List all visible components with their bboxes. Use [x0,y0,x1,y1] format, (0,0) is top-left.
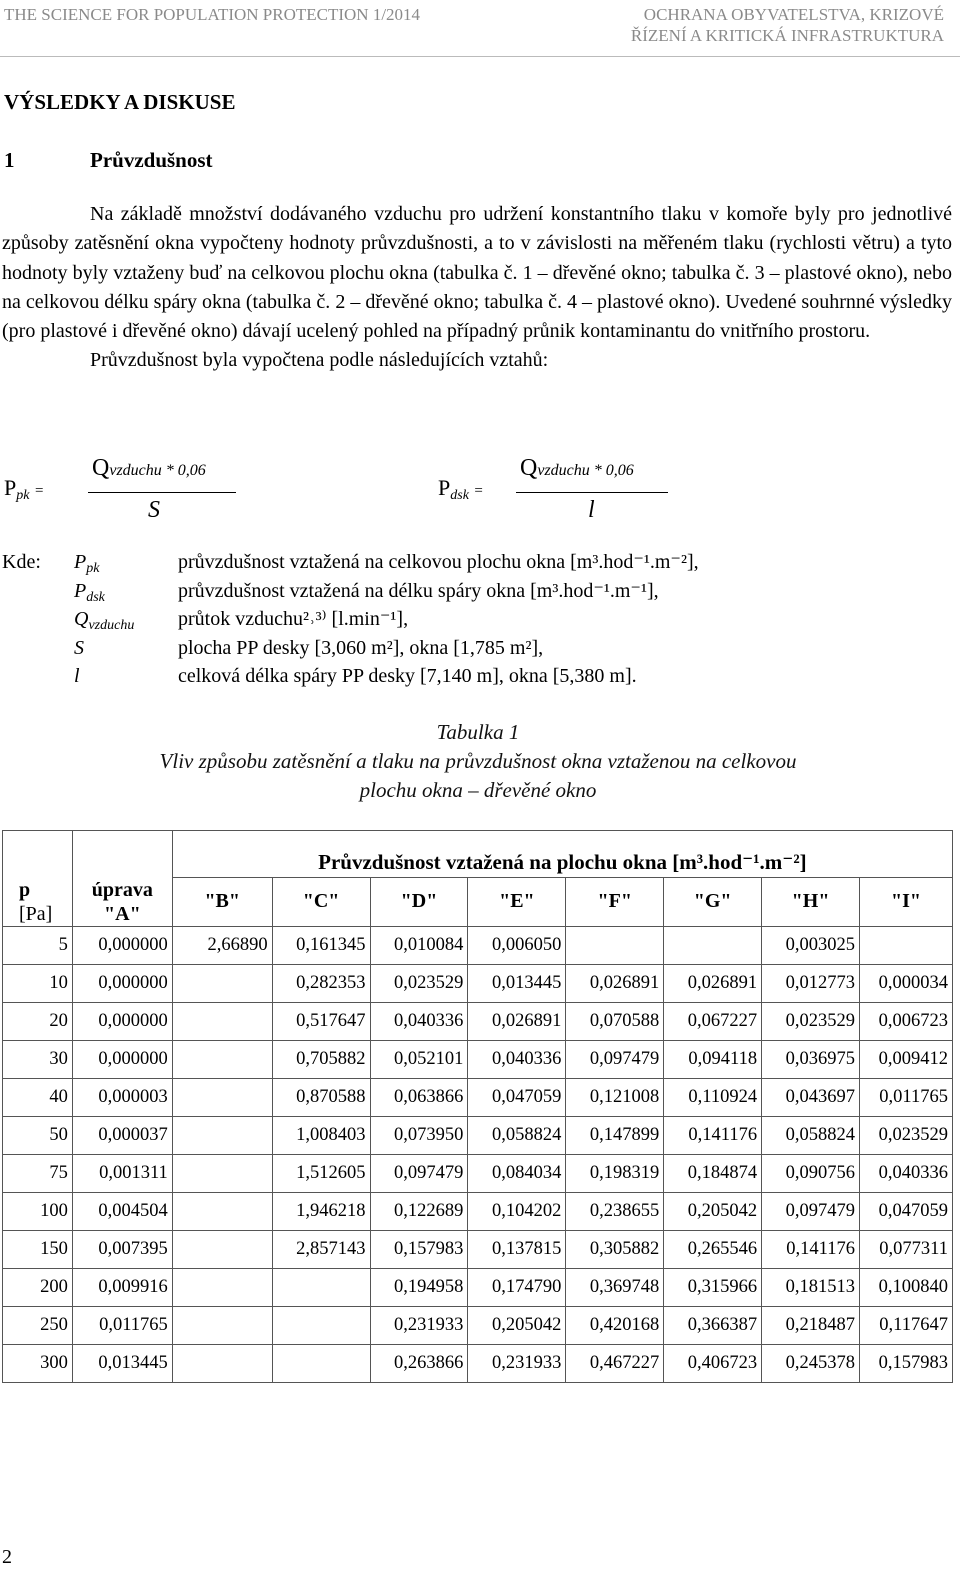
legend-description: průvzdušnost vztažená na délku spáry okna [m³.hod⁻¹.m⁻¹], [178,579,659,602]
table-cell: 0,023529 [370,964,468,1002]
table-row [3,1230,953,1268]
table-cell: 0,315966 [664,1268,762,1306]
table-cell: 0,023529 [859,1116,952,1154]
table-cell: 0,263866 [370,1344,468,1382]
table-cell [172,1040,272,1078]
table-cell: 0,141176 [664,1116,762,1154]
table-cell: 0,073950 [370,1116,468,1154]
table-body [3,926,953,1382]
legend-description: celková délka spáry PP desky [7,140 m], okna [5,380 m]. [178,665,637,687]
table-header-row [3,831,953,878]
table-cell: 0,100840 [859,1268,952,1306]
table-caption-number: Tabulka 1 [436,720,520,744]
table-cell: 0,121008 [566,1078,664,1116]
table-cell: 0,231933 [468,1344,566,1382]
column-header: "C" [272,878,370,927]
running-header-title-line2: ŘÍZENÍ A KRITICKÁ INFRASTRUKTURA [630,26,944,45]
table-cell: 0,181513 [762,1268,860,1306]
table-row [3,1344,953,1382]
table-cell: 0,517647 [272,1002,370,1040]
table-cell: 0,070588 [566,1002,664,1040]
table-cell: 0,117647 [859,1306,952,1344]
table-cell: 0,063866 [370,1078,468,1116]
column-header: "E" [468,878,566,927]
pressure-cell: 250 [3,1306,73,1344]
table-cell: 0,467227 [566,1344,664,1382]
legend-symbol: $Q_{vzduchu}$ [74,608,135,633]
pressure-cell: 30 [3,1040,73,1078]
running-header-journal: THE SCIENCE FOR POPULATION PROTECTION 1/2014 [4,5,421,24]
table-cell [172,1344,272,1382]
running-header-title-line1: OCHRANA OBYVATELSTVA, KRIZOVÉ [643,5,944,24]
table-cell [172,1230,272,1268]
formula-2-denominator: l [588,497,595,523]
column-header: "B" [172,878,272,927]
table-cell [172,1268,272,1306]
table-cell: 0,097479 [370,1154,468,1192]
table-cell: 0,040336 [859,1154,952,1192]
subsection-heading [4,148,213,173]
table-cell: 0,705882 [272,1040,370,1078]
table-cell: 0,058824 [762,1116,860,1154]
table-cell: 0,406723 [664,1344,762,1382]
table-cell [172,1078,272,1116]
running-header-title [631,4,944,46]
table-cell: 0,198319 [566,1154,664,1192]
table-cell: 0,184874 [664,1154,762,1192]
table-cell: 0,000000 [72,1040,172,1078]
table-row [3,1154,953,1192]
paragraph-1: Na základě množství dodávaného vzduchu pro udržení konstantního tlaku v komoře byly pro jednotlivé způsoby zatěsnění okna vypočteny hodnoty průvzdušnosti, a to v závislosti na měřeném tlaku (rychlosti větru) a tyto hodnoty byly vztaženy buď na celkovou plochu okna (tabulka č. 1 – dřevěné okno; tabulka č. 3 – plastové okno), nebo na celkovou délku spáry okna (tabulka č. 2 – dřevěné okno; tabulka č. 4 – plastové okno). Uvedené souhrnné výsledky (pro plastové i dřevěné okno) dávají ucelený pohled na případný průnik kontaminantu do vnitřního prostoru. [2,203,952,343]
column-header-a: úprava "A" [72,878,172,927]
table-cell: 0,040336 [370,1002,468,1040]
table-row [3,1002,953,1040]
pressure-cell: 20 [3,1002,73,1040]
subsection-number: 1 [4,148,15,172]
table-cell: 0,137815 [468,1230,566,1268]
table-cell [566,926,664,964]
table-cell [272,1344,370,1382]
table-cell: 0,026891 [664,964,762,1002]
formula-1-lhs: $P_{pk}$ = [4,475,44,503]
table-cell: 0,036975 [762,1040,860,1078]
table-cell [172,1002,272,1040]
table-cell: 0,009916 [72,1268,172,1306]
table-cell: 0,000000 [72,964,172,1002]
legend-description: průvzdušnost vztažená na celkovou plochu okna [m³.hod⁻¹.m⁻²], [178,551,699,573]
table-cell: 0,000000 [72,926,172,964]
pressure-cell: 100 [3,1192,73,1230]
pressure-cell: 75 [3,1154,73,1192]
table-cell [272,1268,370,1306]
pressure-cell: 10 [3,964,73,1002]
table-cell: 0,004504 [72,1192,172,1230]
table-cell [272,1306,370,1344]
column-header-p: p [Pa] [3,878,73,927]
legend-symbol: $P_{pk}$ [74,551,100,576]
column-header: "I" [859,878,952,927]
table-row [3,1116,953,1154]
table-row [3,1040,953,1078]
pressure-cell: 300 [3,1344,73,1382]
table-cell: 0,047059 [468,1078,566,1116]
pressure-cell: 150 [3,1230,73,1268]
table-cell: 0,000000 [72,1002,172,1040]
table-cell: 0,047059 [859,1192,952,1230]
table-cell: 0,282353 [272,964,370,1002]
table-cell: 0,157983 [859,1344,952,1382]
table-cell: 0,194958 [370,1268,468,1306]
table-row [3,1192,953,1230]
table-caption-line: Vliv způsobu zatěsnění a tlaku na průvzdušnost okna vztaženou na celkovou [159,749,797,773]
table-cell: 0,026891 [566,964,664,1002]
table-cell: 0,110924 [664,1078,762,1116]
table-cell: 0,012773 [762,964,860,1002]
table-cell: 0,084034 [468,1154,566,1192]
table-cell: 0,013445 [72,1344,172,1382]
table-header-blank [72,831,172,878]
table-cell: 2,857143 [272,1230,370,1268]
table-cell: 0,000003 [72,1078,172,1116]
table-cell [172,964,272,1002]
table-cell: 0,147899 [566,1116,664,1154]
table-cell: 0,009412 [859,1040,952,1078]
column-header: "H" [762,878,860,927]
formula-1-numerator: Qvzduchu * 0,06 [92,455,206,481]
section-title: VÝSLEDKY A DISKUSE [4,90,236,114]
table-cell: 0,011765 [859,1078,952,1116]
legend-label: Kde: [2,551,41,573]
table-cell: 0,077311 [859,1230,952,1268]
table-cell: 0,305882 [566,1230,664,1268]
table-cell: 0,205042 [468,1306,566,1344]
formula-1-fraction-bar [88,492,236,493]
column-header: "F" [566,878,664,927]
table-cell: 1,512605 [272,1154,370,1192]
table-cell: 0,023529 [762,1002,860,1040]
table-cell: 0,011765 [72,1306,172,1344]
legend-symbol: S [74,636,84,659]
table-cell: 0,013445 [468,964,566,1002]
table-cell: 0,231933 [370,1306,468,1344]
table-cell: 0,040336 [468,1040,566,1078]
table-cell: 0,000037 [72,1116,172,1154]
table-cell: 0,205042 [664,1192,762,1230]
legend-symbol: $P_{dsk}$ [74,579,105,605]
table-header-row [3,878,953,927]
body-text [2,200,952,376]
table-cell: 0,161345 [272,926,370,964]
table-cell: 0,067227 [664,1002,762,1040]
table-cell: 0,097479 [762,1192,860,1230]
table-cell: 0,003025 [762,926,860,964]
table-cell: 0,157983 [370,1230,468,1268]
subsection-title: Průvzdušnost [90,148,213,172]
table-row [3,1078,953,1116]
table-cell [172,1306,272,1344]
table-cell: 0,218487 [762,1306,860,1344]
paragraph-2: Průvzdušnost byla vypočtena podle následujících vztahů: [90,349,549,372]
table-cell: 0,265546 [664,1230,762,1268]
table-cell: 0,420168 [566,1306,664,1344]
table-caption-line: plochu okna – dřevěné okno [359,778,597,802]
table-cell [859,926,952,964]
pressure-cell: 5 [3,926,73,964]
table-cell: 0,104202 [468,1192,566,1230]
table-cell: 0,174790 [468,1268,566,1306]
table-cell: 1,946218 [272,1192,370,1230]
table-cell: 0,043697 [762,1078,860,1116]
table-cell: 0,094118 [664,1040,762,1078]
column-header: "D" [370,878,468,927]
table-cell: 2,66890 [172,926,272,964]
table-cell: 0,141176 [762,1230,860,1268]
table-cell: 0,097479 [566,1040,664,1078]
table-cell: 0,001311 [72,1154,172,1192]
table-row [3,1306,953,1344]
table-cell: 0,238655 [566,1192,664,1230]
table-cell [172,1116,272,1154]
table-cell: 0,366387 [664,1306,762,1344]
legend-description: průtok vzduchu²˒³⁾ [l.min⁻¹], [178,608,409,630]
table-cell: 1,008403 [272,1116,370,1154]
pressure-cell: 200 [3,1268,73,1306]
table-cell: 0,010084 [370,926,468,964]
table-header-blank [3,831,73,878]
table-cell: 0,007395 [72,1230,172,1268]
formula-1-denominator: S [148,497,160,523]
column-header: "G" [664,878,762,927]
table-cell: 0,122689 [370,1192,468,1230]
legend-symbol: l [74,665,80,687]
table-cell [172,1154,272,1192]
table-caption [0,718,956,805]
data-table [2,830,953,1383]
page-number: 2 [2,1546,12,1568]
table-cell [664,926,762,964]
table-cell: 0,052101 [370,1040,468,1078]
legend-description: plocha PP desky [3,060 m²], okna [1,785 m²], [178,636,544,659]
table-cell: 0,058824 [468,1116,566,1154]
formula-2-lhs: $P_{dsk}$ = [438,475,483,503]
table-cell: 0,369748 [566,1268,664,1306]
table-row [3,1268,953,1306]
table-cell: 0,006723 [859,1002,952,1040]
table-cell: 0,000034 [859,964,952,1002]
table-cell: 0,870588 [272,1078,370,1116]
pressure-cell: 40 [3,1078,73,1116]
table-cell [172,1192,272,1230]
table-cell: 0,090756 [762,1154,860,1192]
formula-2-fraction-bar [516,492,668,493]
table-main-header: Průvzdušnost vztažená na plochu okna [m³.hod⁻¹.m⁻²] [172,831,952,878]
header-divider [0,56,960,57]
formula-2-numerator: Qvzduchu * 0,06 [520,455,634,481]
table-cell: 0,006050 [468,926,566,964]
table-cell: 0,026891 [468,1002,566,1040]
pressure-cell: 50 [3,1116,73,1154]
table-cell: 0,245378 [762,1344,860,1382]
table-row [3,926,953,964]
table-row [3,964,953,1002]
